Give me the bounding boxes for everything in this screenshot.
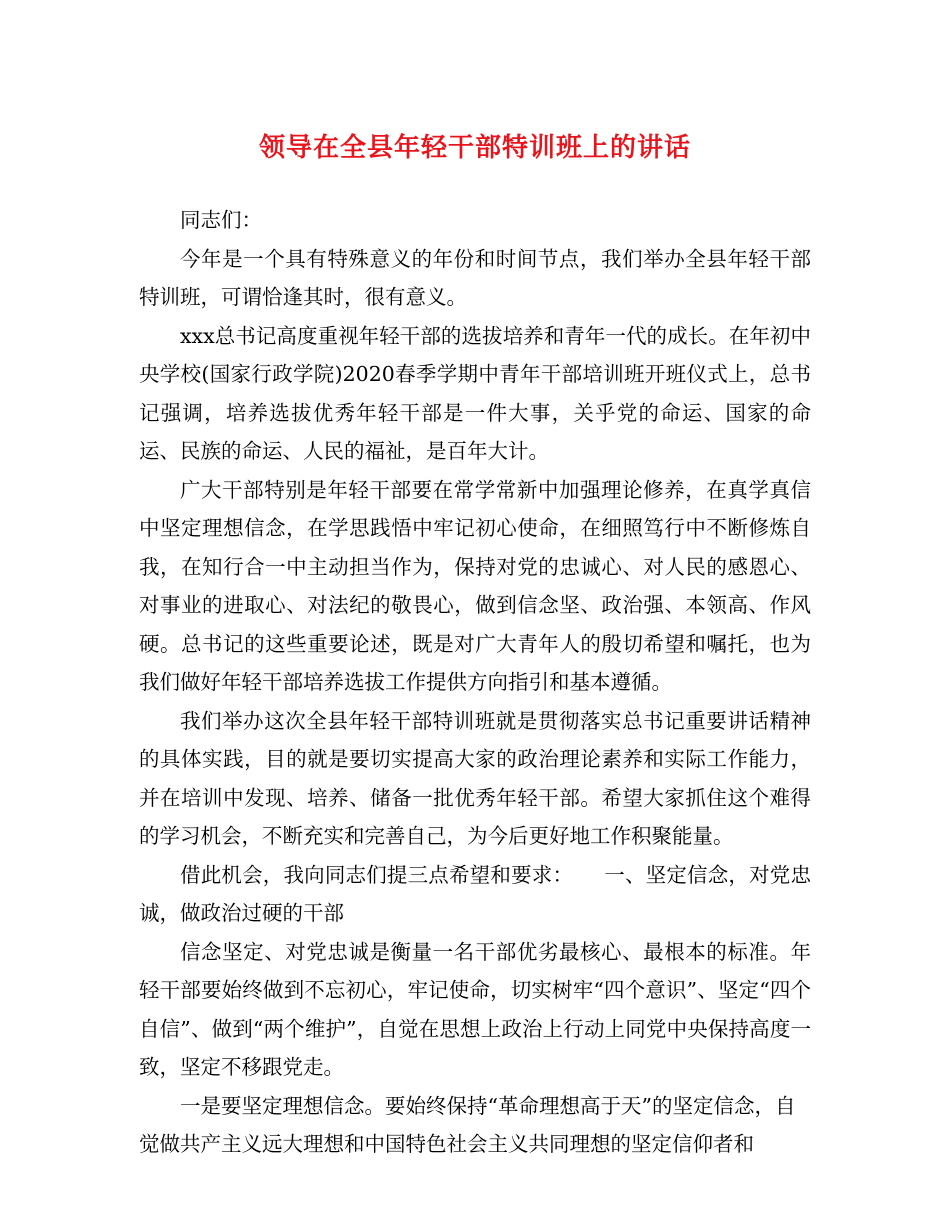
salutation-paragraph: 同志们： — [180, 208, 262, 232]
document-title: 领导在全县年轻干部特训班上的讲话 — [258, 133, 691, 163]
document-body — [139, 201, 811, 1164]
body-paragraph: 借此机会，我向同志们提三点希望和要求： 一、坚定信念，对党忠诚，做政治过硬的干部 — [139, 862, 811, 925]
body-paragraph: xxx总书记高度重视年轻干部的选拔培养和青年一代的成长。在年初中央学校(国家行政学院)2020春季学期中青年干部培训班开班仪式上，总书记强调，培养选拔优秀年轻干部是一件大事，关乎党的命运、国家的命运、民族的命运、人民的福祉，是百年大计。 — [139, 323, 811, 463]
body-paragraph: 一是要坚定理想信念。要始终保持“革命理想高于天”的坚定信念，自觉做共产主义远大理想和中国特色社会主义共同理想的坚定信仰者和 — [139, 1093, 796, 1156]
body-paragraph: 信念坚定、对党忠诚是衡量一名干部优劣最核心、最根本的标准。年轻干部要始终做到不忘初心，牢记使命，切实树牢“四个意识”、坚定“四个自信”、做到“两个维护”，自觉在思想上政治上行动上同党中央保持高度一致，坚定不移跟党走。 — [139, 939, 811, 1079]
body-paragraph: 今年是一个具有特殊意义的年份和时间节点，我们举办全县年轻干部特训班，可谓恰逢其时，很有意义。 — [139, 246, 811, 309]
body-paragraph: 我们举办这次全县年轻干部特训班就是贯彻落实总书记重要讲话精神的具体实践，目的就是要切实提高大家的政治理论素养和实际工作能力，并在培训中发现、培养、储备一批优秀年轻干部。希望大家抓住这个难得的学习机会，不断充实和完善自己，为今后更好地工作积聚能量。 — [139, 708, 811, 848]
body-paragraph: 广大干部特别是年轻干部要在常学常新中加强理论修养，在真学真信中坚定理想信念，在学思践悟中牢记初心使命，在细照笃行中不断修炼自我，在知行合一中主动担当作为，保持对党的忠诚心、对人民的感恩心、对事业的进取心、对法纪的敬畏心，做到信念坚、政治强、本领高、作风硬。总书记的这些重要论述，既是对广大青年人的殷切希望和嘱托，也为我们做好年轻干部培养选拔工作提供方向指引和基本遵循。 — [139, 477, 811, 694]
